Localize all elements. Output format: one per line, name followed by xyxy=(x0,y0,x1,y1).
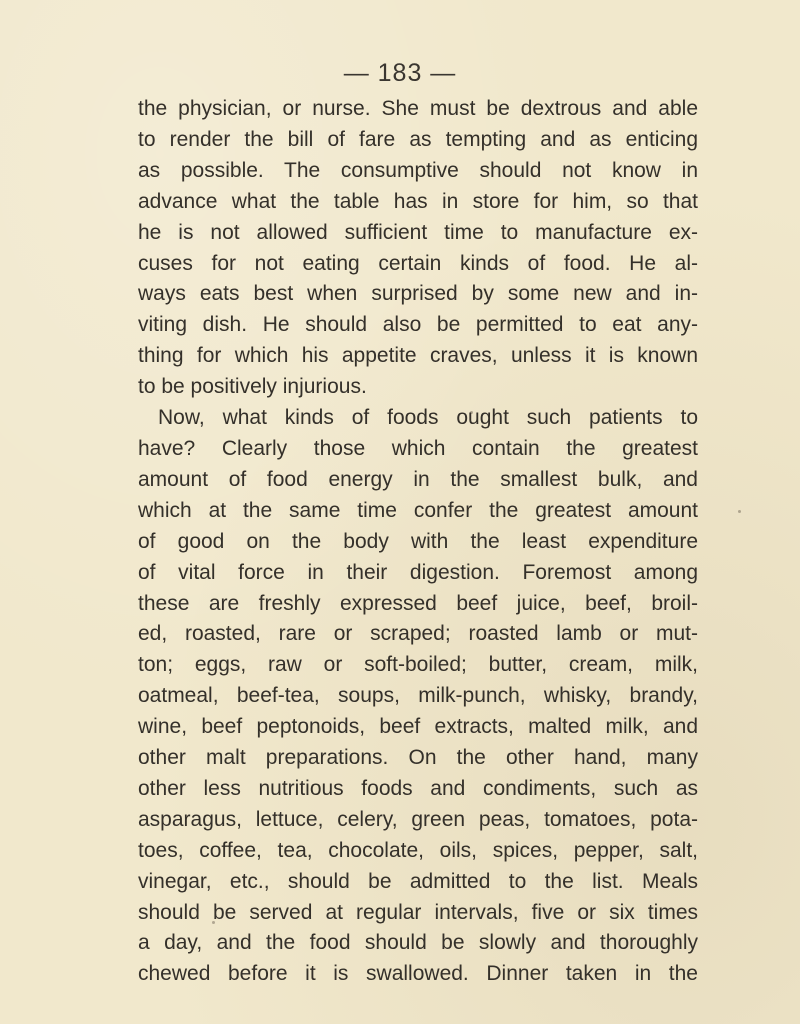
text-line: asparagus, lettuce, celery, green peas, tomatoes, pota- xyxy=(138,807,698,831)
paragraph-end-line: to be positively injurious. xyxy=(138,375,367,399)
text-line: of vital force in their digestion. Foremost among xyxy=(138,560,698,584)
paper-speck xyxy=(212,921,215,924)
text-line: ways eats best when surprised by some new and in- xyxy=(138,282,698,306)
text-line: to render the bill of fare as tempting and as enticing xyxy=(138,127,698,151)
text-line: toes, coffee, tea, chocolate, oils, spices, pepper, salt, xyxy=(138,838,698,862)
body-text xyxy=(138,94,698,990)
text-line: chewed before it is swallowed. Dinner taken in the xyxy=(138,962,698,986)
paragraph-start-line: Now, what kinds of foods ought such patients to xyxy=(158,406,698,430)
page-number: — 183 — xyxy=(343,59,457,87)
text-line: have? Clearly those which contain the greatest xyxy=(138,436,698,460)
text-line: as possible. The consumptive should not know in xyxy=(138,158,698,182)
text-line: which at the same time confer the greatest amount xyxy=(138,498,698,522)
paper-speck xyxy=(738,510,741,513)
text-line: amount of food energy in the smallest bulk, and xyxy=(138,467,698,491)
text-line: ed, roasted, rare or scraped; roasted lamb or mut- xyxy=(138,622,698,646)
text-line: other less nutritious foods and condiments, such as xyxy=(138,776,698,800)
text-line: oatmeal, beef-tea, soups, milk-punch, whisky, brandy, xyxy=(138,684,698,708)
text-line: viting dish. He should also be permitted to eat any- xyxy=(138,313,698,337)
text-line: advance what the table has in store for him, so that xyxy=(138,189,698,213)
text-line: ton; eggs, raw or soft-boiled; butter, cream, milk, xyxy=(138,653,698,677)
paper-speck xyxy=(470,411,473,414)
text-line: thing for which his appetite craves, unless it is known xyxy=(138,344,698,368)
text-line: other malt preparations. On the other hand, many xyxy=(138,746,698,770)
text-line: cuses for not eating certain kinds of food. He al- xyxy=(138,251,698,275)
text-line: vinegar, etc., should be admitted to the list. Meals xyxy=(138,869,698,893)
text-line: should be served at regular intervals, five or six times xyxy=(138,900,698,924)
text-line: the physician, or nurse. She must be dextrous and able xyxy=(138,97,698,120)
text-line: wine, beef peptonoids, beef extracts, malted milk, and xyxy=(138,715,698,739)
text-line: these are freshly expressed beef juice, beef, broil- xyxy=(138,591,698,615)
text-line: a day, and the food should be slowly and thoroughly xyxy=(138,931,698,955)
text-line: of good on the body with the least expenditure xyxy=(138,529,698,553)
text-line: he is not allowed sufficient time to manufacture ex- xyxy=(138,220,698,244)
